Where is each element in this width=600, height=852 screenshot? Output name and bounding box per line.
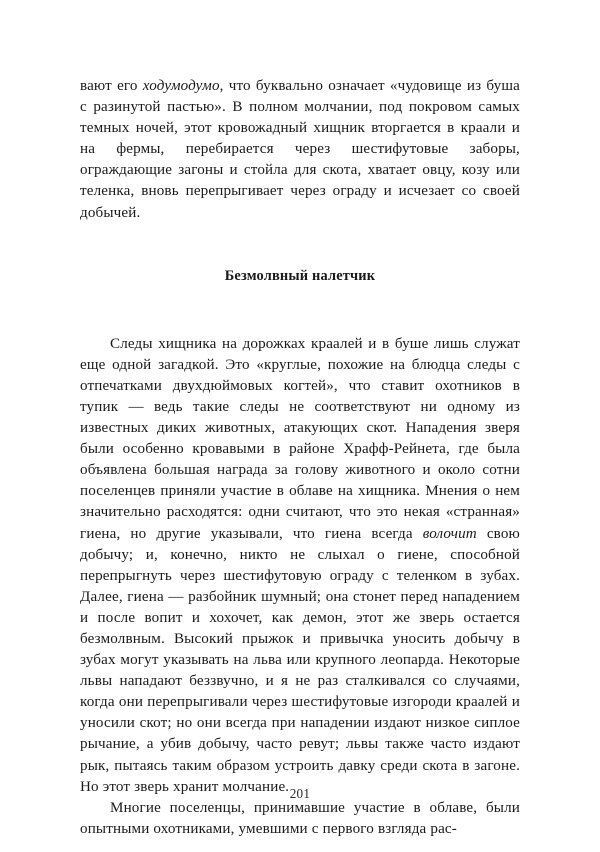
paragraph-two-text-after-italic: свою добычу; и, конечно, никто не слыхал о гиене, способной перепрыгнуть через шестифутовую ограду с теленком в зубах. Далее, гиена — разбойник шумный; она стонет перед нападением и после вопит и хохочет, как демон, этот же зверь остается безмолвным. Высокий прыжок и привычка уносить добычу в зубах могут указывать на льва или крупного леопарда. Некоторые львы нападают беззвучно, и я не раз сталкивался со случаями, когда они перепрыгивали через шестифутовые изгороди краалей и уносили скот; но они всегда при нападении издают низкое сиплое рычание, а убив добычу, часто ревут; львы также часто издают рык, пытаясь таким образом устроить давку среди скота в загоне. Но этот зверь хранит молчание. — [80, 525, 520, 795]
paragraph-continued — [80, 76, 520, 224]
italic-emphasis-hodumodumo: ходумодумо — [142, 78, 220, 94]
italic-emphasis-volochit: волочит — [422, 525, 477, 542]
page-text-block — [80, 76, 520, 840]
section-heading: Безмолвный налетчик — [224, 267, 376, 284]
spacer-after-heading — [80, 287, 520, 334]
paragraph-continued-text-before-italic: вают его — [80, 78, 143, 94]
paragraph-two — [80, 334, 520, 798]
paragraph-two-text-before-italic: Следы хищника на дорожках краалей и в буше лишь служат еще одной загадкой. Это «круглые, похожие на блюдца следы с отпечатками двухдюймовых когтей», что ставит охотников в тупик — ведь такие следы не соответствуют ни одному из известных диких животных, атакующих скот. Нападения зверя были особенно кровавыми в районе Храфф-Рейнета, где была объявлена большая награда за голову животного и около сотни поселенцев приняли участие в облаве на хищника. Мнения о нем значительно расходятся: одни считают, что это некая «странная» гиена, но другие указывали, что гиена всегда — [80, 335, 520, 542]
paragraph-three: Многие поселенцы, принимавшие участие в облаве, были опытными охотниками, умевшими с первого взгляда рас- — [80, 799, 520, 837]
spacer-before-heading — [80, 224, 520, 266]
page-number: 201 — [289, 786, 311, 801]
paragraph-continued-text-after-italic: , что буквально означает «чудовище из буша с разинутой пастью». В полном молчании, под покровом самых темных ночей, этот кровожадный хищник вторгается в краали и на фермы, перебирается через шестифутовые заборы, ограждающие загоны и стойла для скота, хватает овцу, козу или теленка, вновь перепрыгивает через ограду и исчезает со своей добычей. — [80, 78, 521, 221]
